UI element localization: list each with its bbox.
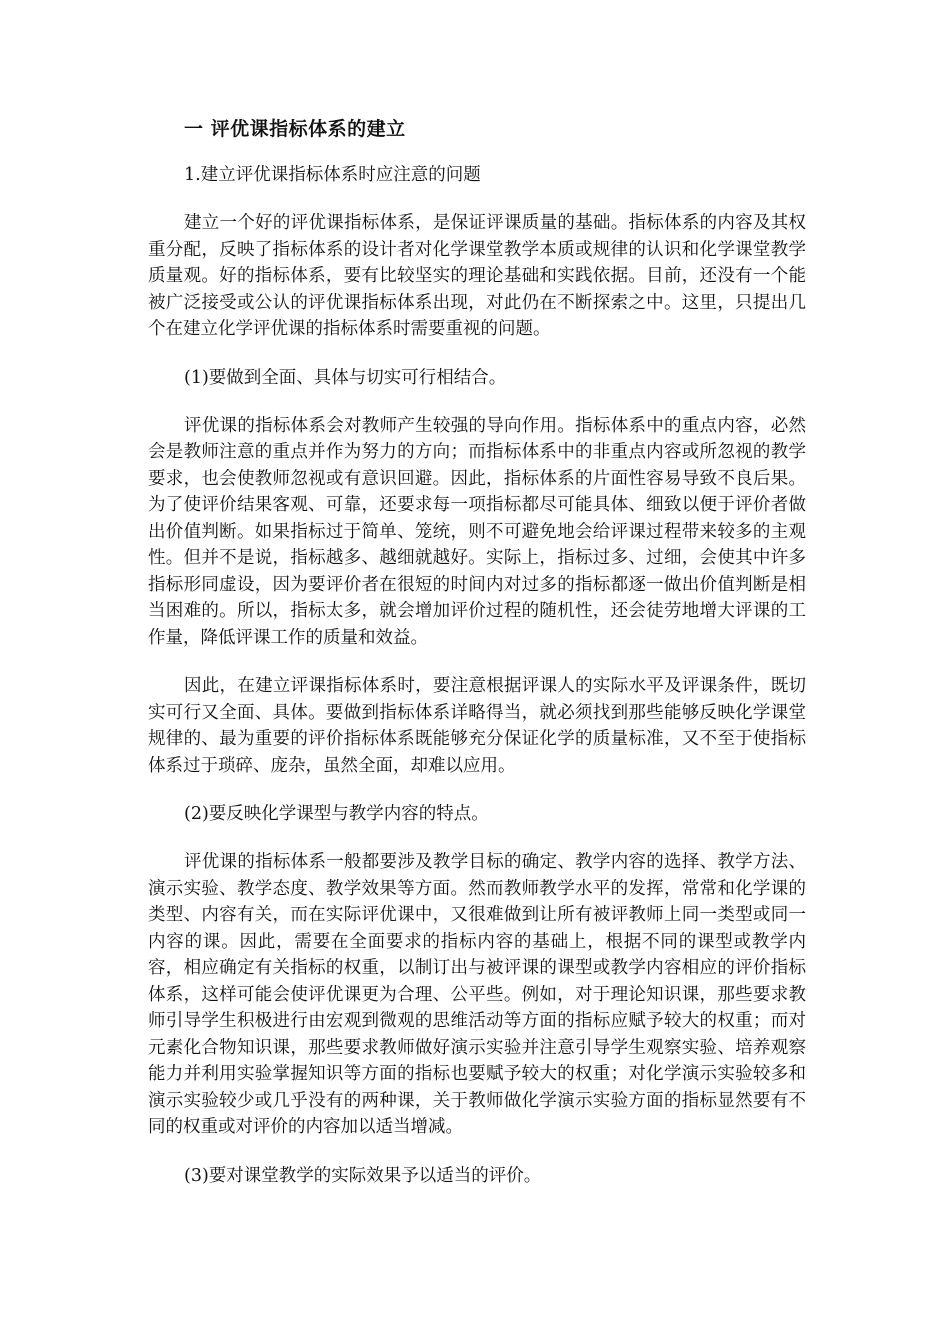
subsection-title: 1.建立评优课指标体系时应注意的问题 [184,165,481,185]
point-heading-3: (3)要对课堂教学的实际效果予以适当的评价。 [184,1165,542,1186]
document-page [148,116,806,1211]
paragraph-point-2: 评优课的指标体系一般都要涉及教学目标的确定、教学内容的选择、教学方法、演示实验、教学态度、教学效果等方面。然而教师教学水平的发挥，常常和化学课的类型、内容有关，而在实际评优课中，又很难做到让所有被评教师上同一类型或同一内容的课。因此，需要在全面要求的指标内容的基础上，根据不同的课型或教学内容，相应确定有关指标的权重，以制订出与被评课的课型或教学内容相应的评价指标体系，这样可能会使评优课更为合理、公平些。例如，对于理论知识课，那些要求教师引导学生积极进行由宏观到微观的思维活动等方面的指标应赋予较大的权重；而对元素化合物知识课，那些要求教师做好演示实验并注意引导学生观察实验、培养观察能力并利用实验掌握知识等方面的指标也要赋予较大的权重；对化学演示实验较多和演示实验较少或几乎没有的两种课，关于教师做化学演示实验方面的指标显然要有不同的权重或对评价的内容加以适当增减。 [148,852,806,1137]
point-heading-1: (1)要做到全面、具体与切实可行相结合。 [184,367,507,388]
section-title: 一 评优课指标体系的建立 [184,118,406,140]
paragraph-point-1-cont: 因此，在建立评课指标体系时，要注意根据评课人的实际水平及评课条件，既切实可行又全面、具体。要做到指标体系详略得当，就必须找到那些能够反映化学课堂规律的、最为重要的评价指标体系既能够充分保证化学的质量标准，又不至于使指标体系过于琐碎、庞杂，虽然全面，却难以应用。 [148,676,806,776]
paragraph-point-1: 评优课的指标体系会对教师产生较强的导向作用。指标体系中的重点内容，必然会是教师注意的重点并作为努力的方向；而指标体系中的非重点内容或所忽视的教学要求，也会使教师忽视或有意识回避。因此，指标体系的片面性容易导致不良后果。为了使评价结果客观、可靠，还要求每一项指标都尽可能具体、细致以便于评价者做出价值判断。如果指标过于简单、笼统，则不可避免地会给评课过程带来较多的主观性。但并不是说，指标越多、越细就越好。实际上，指标过多、过细，会使其中许多指标形同虚设，因为要评价者在很短的时间内对过多的指标都逐一做出价值判断是相当困难的。所以，指标太多，就会增加评价过程的随机性，还会徒劳地增大评课的工作量，降低评课工作的质量和效益。 [148,415,806,648]
paragraph-intro: 建立一个好的评优课指标体系，是保证评课质量的基础。指标体系的内容及其权重分配，反映了指标体系的设计者对化学课堂教学本质或规律的认识和化学课堂教学质量观。好的指标体系，要有比较坚实的理论基础和实践依据。目前，还没有一个能被广泛接受或公认的评优课指标体系出现，对此仍在不断探索之中。这里，只提出几个在建立化学评优课的指标体系时需要重视的问题。 [148,213,806,339]
point-heading-2: (2)要反映化学课型与教学内容的特点。 [184,804,489,824]
